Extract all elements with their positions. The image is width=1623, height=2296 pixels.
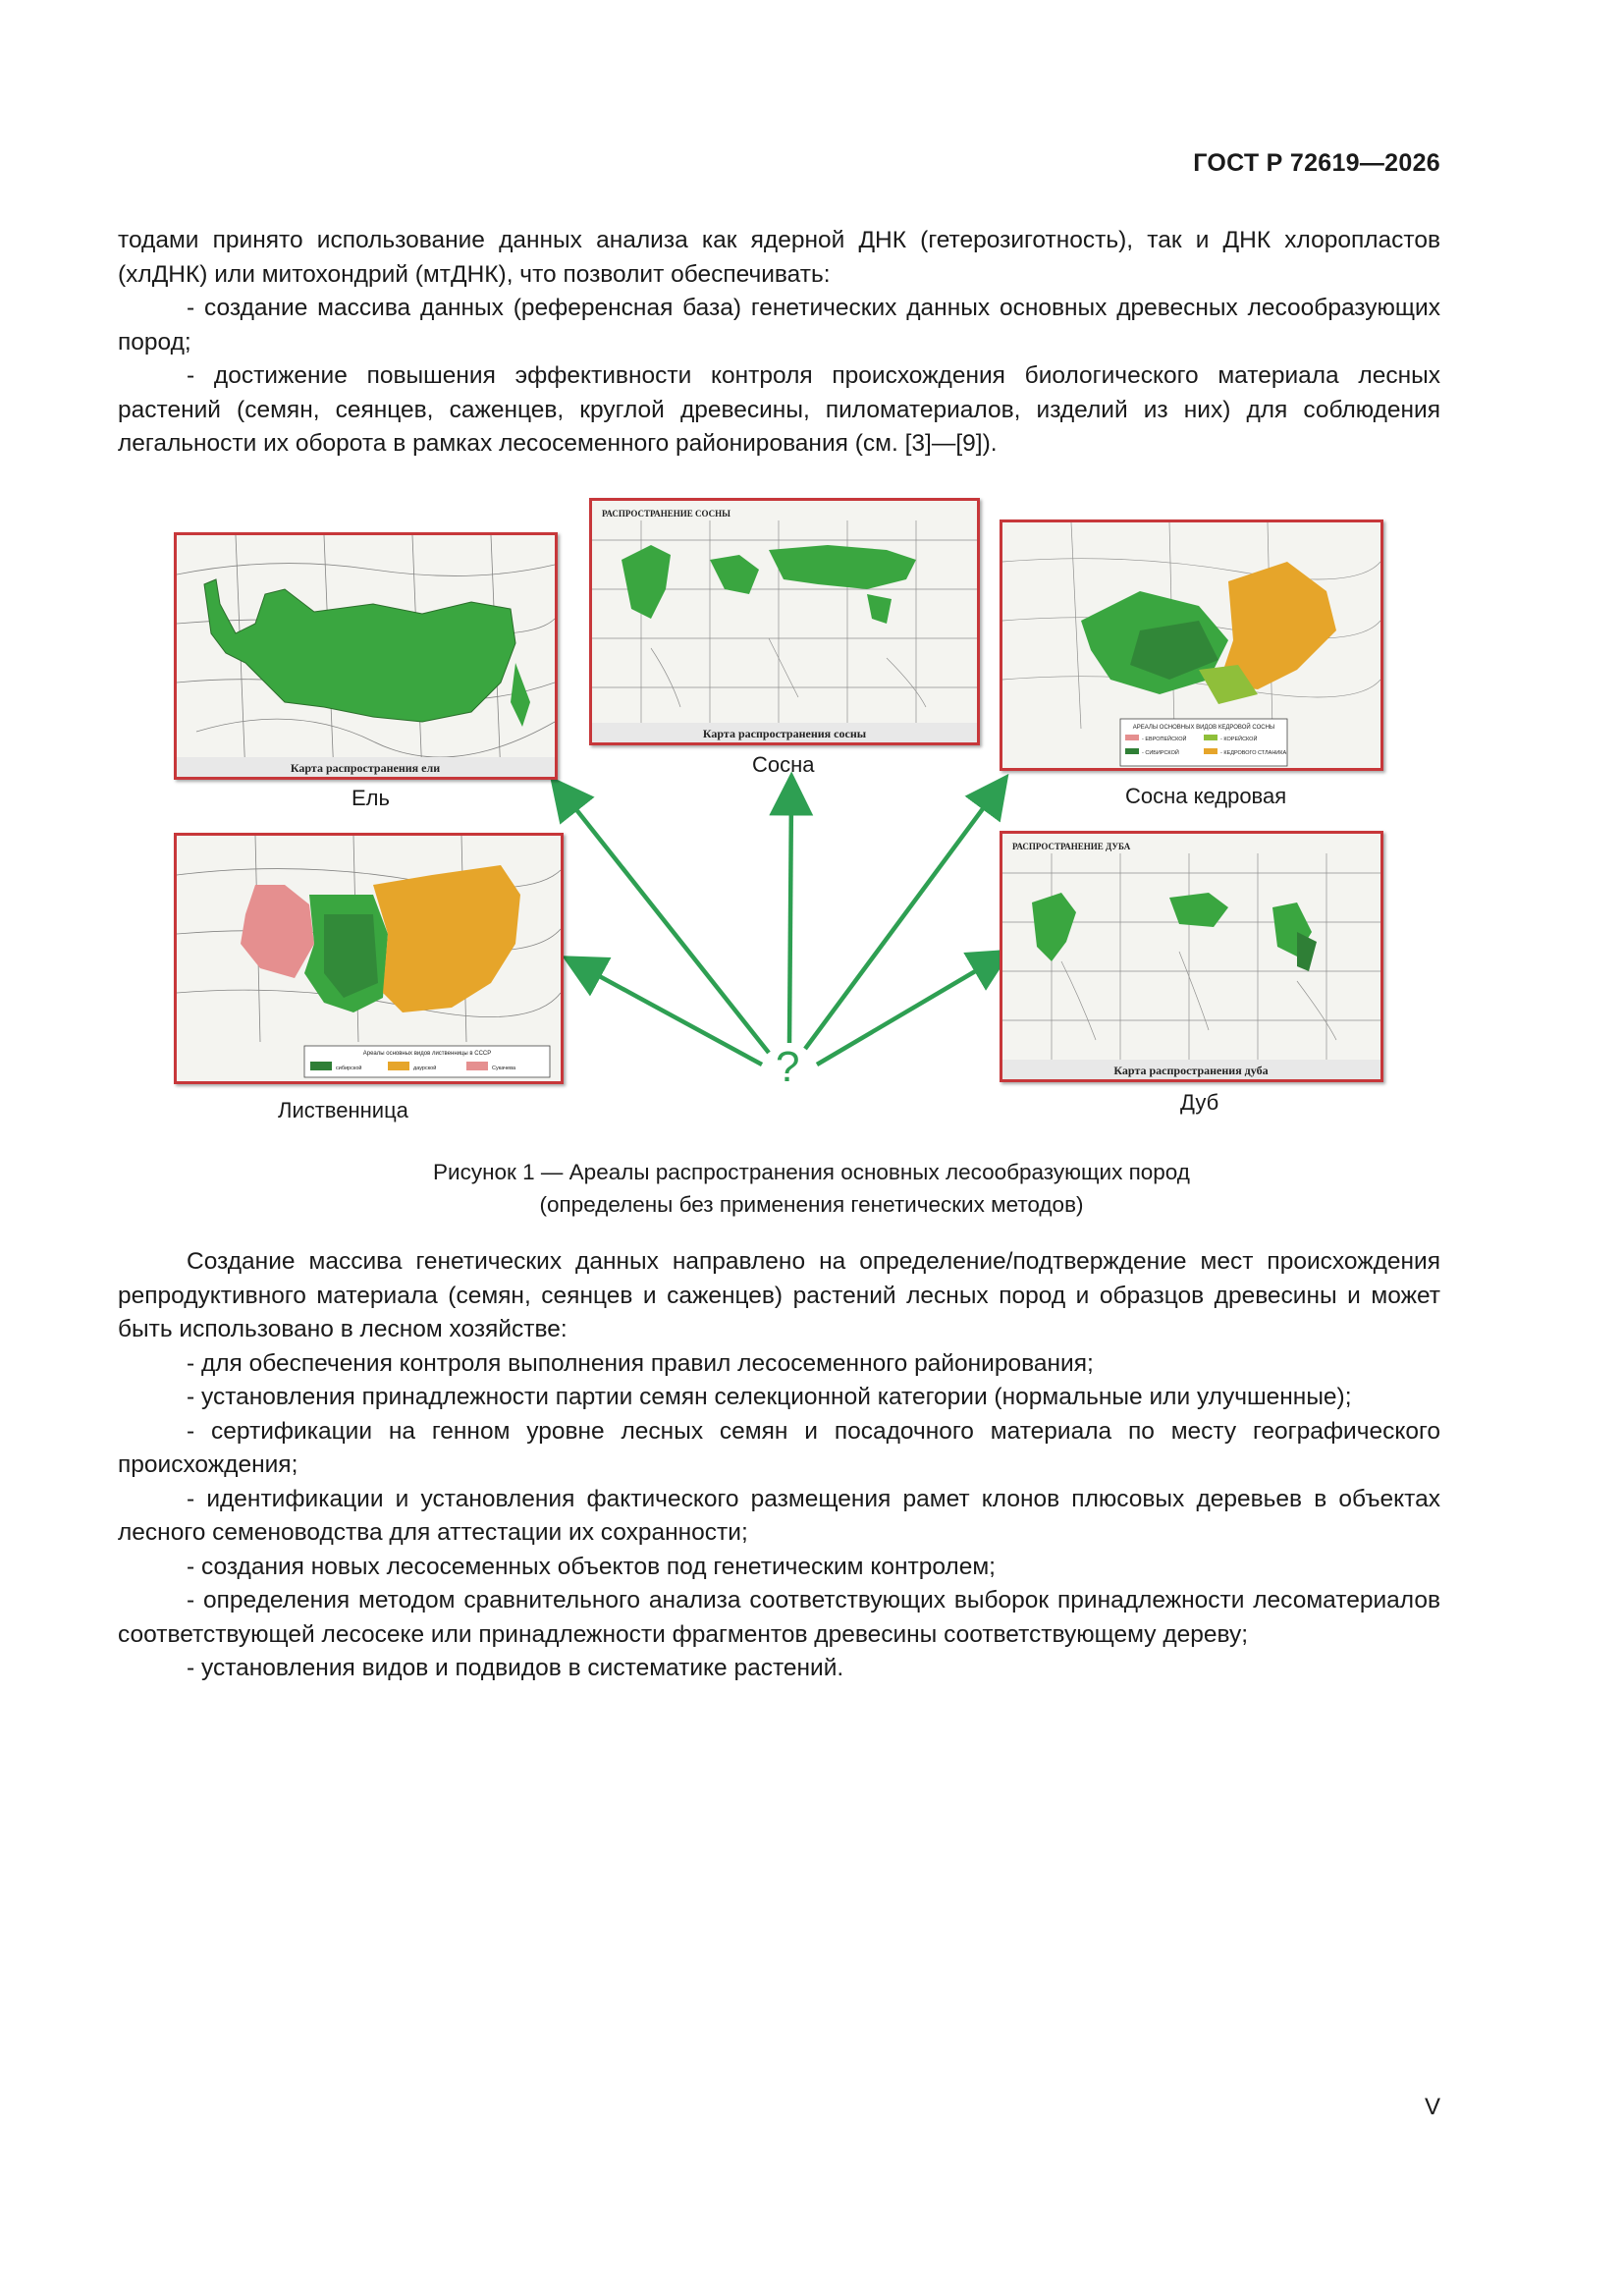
document-code: ГОСТ Р 72619—2026 — [1193, 149, 1440, 177]
legend-title: АРЕАЛЫ ОСНОВНЫХ ВИДОВ КЕДРОВОЙ СОСНЫ — [1132, 725, 1275, 731]
map-larch — [174, 833, 564, 1084]
question-mark: ? — [776, 1043, 800, 1091]
legend-item: - ЕВРОПЕЙСКОЙ — [1142, 737, 1187, 742]
list-item: - определения методом сравнительного анализа соответствующих выборок принадлежности лесоматериалов соответствующей лесосеке или принадлежности фрагментов древесины соответствующему дереву; — [118, 1587, 1440, 1648]
map-top-title: РАСПРОСТРАНЕНИЕ СОСНЫ — [602, 509, 731, 519]
map-inner-title: Карта распространения сосны — [702, 727, 867, 740]
list-item: - установления принадлежности партии семян селекционной категории (нормальные или улучшенные); — [187, 1384, 1352, 1410]
paragraph-continuation: тодами принято использование данных анализа как ядерной ДНК (гетерозиготность), так и ДНК хлоропластов (хлДНК) или митохондрий (мтДНК), что позволит обеспечивать: — [118, 227, 1440, 288]
legend-item: Сукачева — [492, 1066, 516, 1071]
list-item: - сертификации на генном уровне лесных семян и посадочного материала по месту географического происхождения; — [118, 1417, 1440, 1478]
arrow-to-larch — [581, 966, 762, 1065]
list-item: - создание массива данных (референсная база) генетических данных основных древесных лесообразующих пород; — [118, 295, 1440, 355]
map-label-oak: Дуб — [1180, 1090, 1219, 1115]
map-oak — [1000, 831, 1383, 1082]
list-item: - установления видов и подвидов в систематике растений. — [187, 1655, 844, 1681]
arrow-to-oak — [817, 960, 994, 1065]
map-inner-title: Карта распространения ели — [290, 761, 441, 775]
map-label-pine: Сосна — [752, 752, 815, 777]
legend-item: - КЕДРОВОГО СТЛАНИКА — [1220, 750, 1287, 756]
legend-item: сибирской — [336, 1066, 362, 1071]
legend-item: - СИБИРСКОЙ — [1142, 750, 1179, 756]
list-item: - идентификации и установления фактического размещения рамет клонов плюсовых деревьев в объектах лесного семеноводства для аттестации их сохранности; — [118, 1485, 1440, 1546]
map-pine — [589, 498, 980, 745]
list-item: - для обеспечения контроля выполнения правил лесосеменного районирования; — [187, 1349, 1094, 1377]
figure-caption — [0, 1156, 1623, 1221]
arrow-to-cedar — [805, 792, 996, 1049]
map-label-larch: Лиственница — [278, 1098, 408, 1122]
list-item: - достижение повышения эффективности контроля происхождения биологического материала лесных растений (семян, сеянцев, саженцев, круглой древесины, пиломатериалов, изделий из них) для соблюдения легальности их оборота в рамках лесосеменного районирования (см. [3]—[9]). — [118, 362, 1440, 457]
map-cedar — [1000, 519, 1383, 771]
arrow-to-pine — [789, 793, 791, 1043]
map-label-spruce: Ель — [352, 786, 390, 810]
map-inner-title: Карта распространения дуба — [1113, 1064, 1269, 1077]
legend-title: Ареалы основных видов лиственницы в СССР — [362, 1051, 492, 1057]
legend-item: даурской — [413, 1066, 437, 1071]
map-top-title: РАСПРОСТРАНЕНИЕ ДУБА — [1012, 842, 1131, 851]
map-spruce — [174, 532, 558, 780]
page-number: V — [1424, 2094, 1440, 2120]
text-block-main — [118, 1245, 1440, 1686]
legend-item: - КОРЕЙСКОЙ — [1220, 737, 1258, 742]
map-label-cedar: Сосна кедровая — [1125, 784, 1287, 808]
figure-caption-line1: Рисунок 1 — Ареалы распространения основных лесообразующих пород — [433, 1160, 1190, 1184]
paragraph: Создание массива генетических данных направлено на определение/подтверждение мест происхождения репродуктивного материала (семян, сеянцев и саженцев) растений лесных пород и образцов древесины и может быть использовано в лесном хозяйстве: — [118, 1248, 1440, 1342]
figure-caption-line2: (определены без применения генетических методов) — [539, 1192, 1084, 1217]
list-item: - создания новых лесосеменных объектов под генетическим контролем; — [187, 1553, 996, 1580]
